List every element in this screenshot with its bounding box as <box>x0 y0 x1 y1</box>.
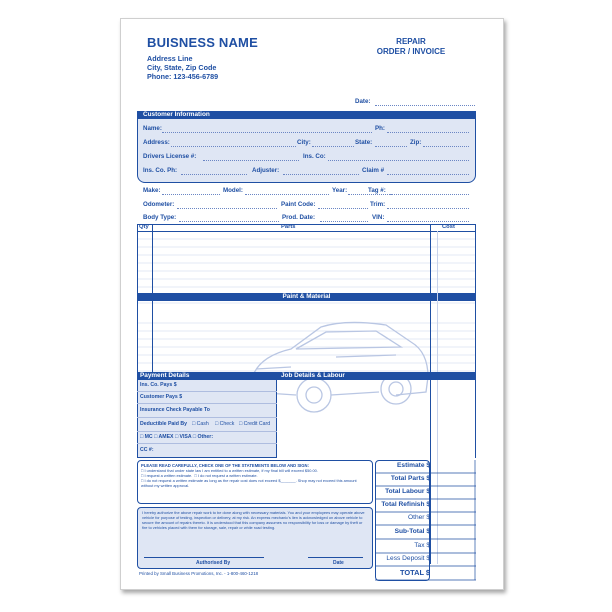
city-label: City: <box>297 139 311 146</box>
statements-box <box>137 460 373 504</box>
checkbox-icon[interactable]: □ <box>141 478 144 483</box>
payment-rule-1 <box>137 391 277 392</box>
adjuster-label: Adjuster: <box>252 167 280 174</box>
model-label: Model: <box>223 187 243 194</box>
payment-rule-2 <box>137 403 277 404</box>
amex-label: AMEX <box>158 434 174 440</box>
customer-heading: Customer Information <box>137 111 476 119</box>
cust-pays-label: Customer Pays $ <box>140 394 183 400</box>
claim-line[interactable] <box>387 174 469 175</box>
title-line-2: ORDER / INVOICE <box>376 47 446 56</box>
paint-code-line[interactable] <box>318 208 368 209</box>
paint-material-heading: Paint & Material <box>137 293 476 301</box>
payment-heading: Payment Details <box>137 372 277 380</box>
other-label: Other: <box>197 434 214 440</box>
statement-line-3 <box>141 478 369 488</box>
phone-line: Phone: 123-456-6789 <box>147 72 219 81</box>
make-line[interactable] <box>162 194 220 195</box>
ph-line[interactable] <box>387 132 469 133</box>
trim-line[interactable] <box>387 208 469 209</box>
credit-option[interactable] <box>239 421 270 427</box>
ins-co-label: Ins. Co: <box>303 153 326 160</box>
ins-co-ph-label: Ins. Co. Ph: <box>143 167 178 174</box>
printer-footer: Printed by Small Business Promotions, Inc. - 1-800-460-1218 <box>139 571 259 576</box>
address-line: Address Line <box>147 54 193 63</box>
prod-date-label: Prod. Date: <box>282 214 316 221</box>
other-option[interactable]: □ Other: <box>192 434 214 440</box>
sub-total: Sub-Total $ <box>394 528 430 535</box>
card-options <box>140 434 213 440</box>
ins-co-ph-line[interactable] <box>181 174 247 175</box>
payment-rule-5 <box>137 443 277 444</box>
total-other: Other $ <box>408 514 430 521</box>
body-type-label: Body Type: <box>143 214 177 221</box>
invoice-form <box>120 18 504 590</box>
check-label: Check <box>219 421 235 427</box>
vin-label: VIN: <box>372 214 385 221</box>
state-label: State: <box>355 139 373 146</box>
license-line[interactable] <box>203 160 299 161</box>
date-label: Date: <box>355 98 371 105</box>
odometer-line[interactable] <box>177 208 277 209</box>
tag-label: Tag #: <box>368 187 386 194</box>
prod-date-line[interactable] <box>320 221 368 222</box>
parts-header: Parts <box>281 224 296 230</box>
trim-label: Trim: <box>370 201 386 208</box>
total-parts: Total Parts $ <box>390 475 430 482</box>
ph-label: Ph: <box>375 125 385 132</box>
amex-option[interactable]: □ AMEX <box>154 434 174 440</box>
odometer-label: Odometer: <box>143 201 175 208</box>
model-line[interactable] <box>245 194 329 195</box>
name-line[interactable] <box>162 132 372 133</box>
statement-opt-2: I do not request a written estimate. <box>197 473 258 478</box>
checkbox-icon[interactable]: □ <box>192 421 196 427</box>
city-line: City, State, Zip Code <box>147 63 217 72</box>
make-label: Make: <box>143 187 161 194</box>
less-deposit: Less Deposit $ <box>386 555 430 562</box>
cash-label: Cash <box>196 421 209 427</box>
statement-line-3-text: I do not request a written estimate as long as the repair cost does not exceed $_______. Shop may not exceed this amount without my written approval. <box>141 478 357 488</box>
authorised-by-label: Authorised By <box>196 560 231 566</box>
year-label: Year: <box>332 187 348 194</box>
paint-code-label: Paint Code: <box>281 201 316 208</box>
total-estimate: Estimate $ <box>397 462 430 469</box>
authorization-box <box>137 507 373 569</box>
checkbox-icon[interactable]: □ <box>141 473 144 478</box>
auth-date-label: Date <box>333 560 344 566</box>
check-to-label: Insurance Check Payable To <box>140 407 210 413</box>
city-line[interactable] <box>312 146 354 147</box>
totals-rules <box>375 460 476 581</box>
business-name: BUISNESS NAME <box>147 35 258 50</box>
signature-line[interactable] <box>144 557 264 558</box>
statement-line-1-text: I understand that under state law I am entitled to a written estimate, if my final bill will exceed $50.00. <box>144 468 318 473</box>
auth-date-line[interactable] <box>308 557 363 558</box>
right-border <box>475 224 476 458</box>
statements-heading: PLEASE READ CAREFULLY, CHECK ONE OF THE STATEMENTS BELOW AND SIGN: <box>141 463 309 468</box>
state-line[interactable] <box>375 146 407 147</box>
statement-opt-1: I request a written estimate. <box>144 473 193 478</box>
total-refinish: Total Refinish $ <box>381 501 430 508</box>
cc-label: CC #: <box>140 447 154 453</box>
qty-divider <box>152 224 153 372</box>
claim-label: Claim # <box>362 167 385 174</box>
name-label: Name: <box>143 125 162 132</box>
authorization-text: I hereby authorize the above repair work to be done along with necessary materials. You and your employees may operate above vehicle for purpose of testing, inspection or delivery, at my risk. An express mechanic's lien is acknowledged on above vehicle to secure the amount of repairs thereto. It is understood that this company assumes no responsibility for loss or damage by theft or fire to vehicles placed with them for storage, sale, repair or while road testing. <box>142 510 365 530</box>
grand-total: TOTAL $ <box>400 568 430 577</box>
tag-line[interactable] <box>389 194 469 195</box>
credit-label: Credit Card <box>243 421 271 427</box>
deductible-label: Deductible Paid By <box>140 421 187 427</box>
visa-label: VISA <box>179 434 192 440</box>
document-title <box>341 37 481 57</box>
job-details-heading: Job Details & Labour <box>277 372 476 380</box>
checkbox-icon[interactable]: □ <box>239 421 243 427</box>
cash-option[interactable] <box>192 421 209 427</box>
customer-panel <box>137 111 476 183</box>
ins-pays-label: Ins. Co. Pays $ <box>140 382 177 388</box>
license-label: Drivers License #: <box>143 153 197 160</box>
adjuster-line[interactable] <box>283 174 359 175</box>
payment-rule-4 <box>137 431 277 432</box>
body-type-line[interactable] <box>179 221 279 222</box>
ins-co-line[interactable] <box>328 160 469 161</box>
zip-line[interactable] <box>423 146 469 147</box>
title-line-1: REPAIR <box>396 37 426 46</box>
vin-line[interactable] <box>387 221 469 222</box>
year-line[interactable] <box>348 194 392 195</box>
mc-label: MC <box>144 434 153 440</box>
total-tax: Tax $ <box>414 542 430 549</box>
address-label: Address: <box>143 139 170 146</box>
check-option[interactable] <box>215 421 234 427</box>
cost-header: Cost <box>442 224 455 230</box>
checkbox-icon[interactable]: □ <box>194 473 197 478</box>
total-labour: Total Labour $ <box>385 488 430 495</box>
visa-option[interactable]: □ VISA <box>174 434 192 440</box>
checkbox-icon[interactable]: □ <box>141 468 144 473</box>
parts-top-rule <box>137 224 476 225</box>
mc-option[interactable]: □ MC <box>140 434 153 440</box>
qty-header: Qty <box>139 224 149 230</box>
payment-rule-3 <box>137 417 277 418</box>
checkbox-icon[interactable]: □ <box>215 421 219 427</box>
date-line[interactable] <box>375 105 475 106</box>
address-line-field[interactable] <box>171 146 296 147</box>
zip-label: Zip: <box>410 139 422 146</box>
